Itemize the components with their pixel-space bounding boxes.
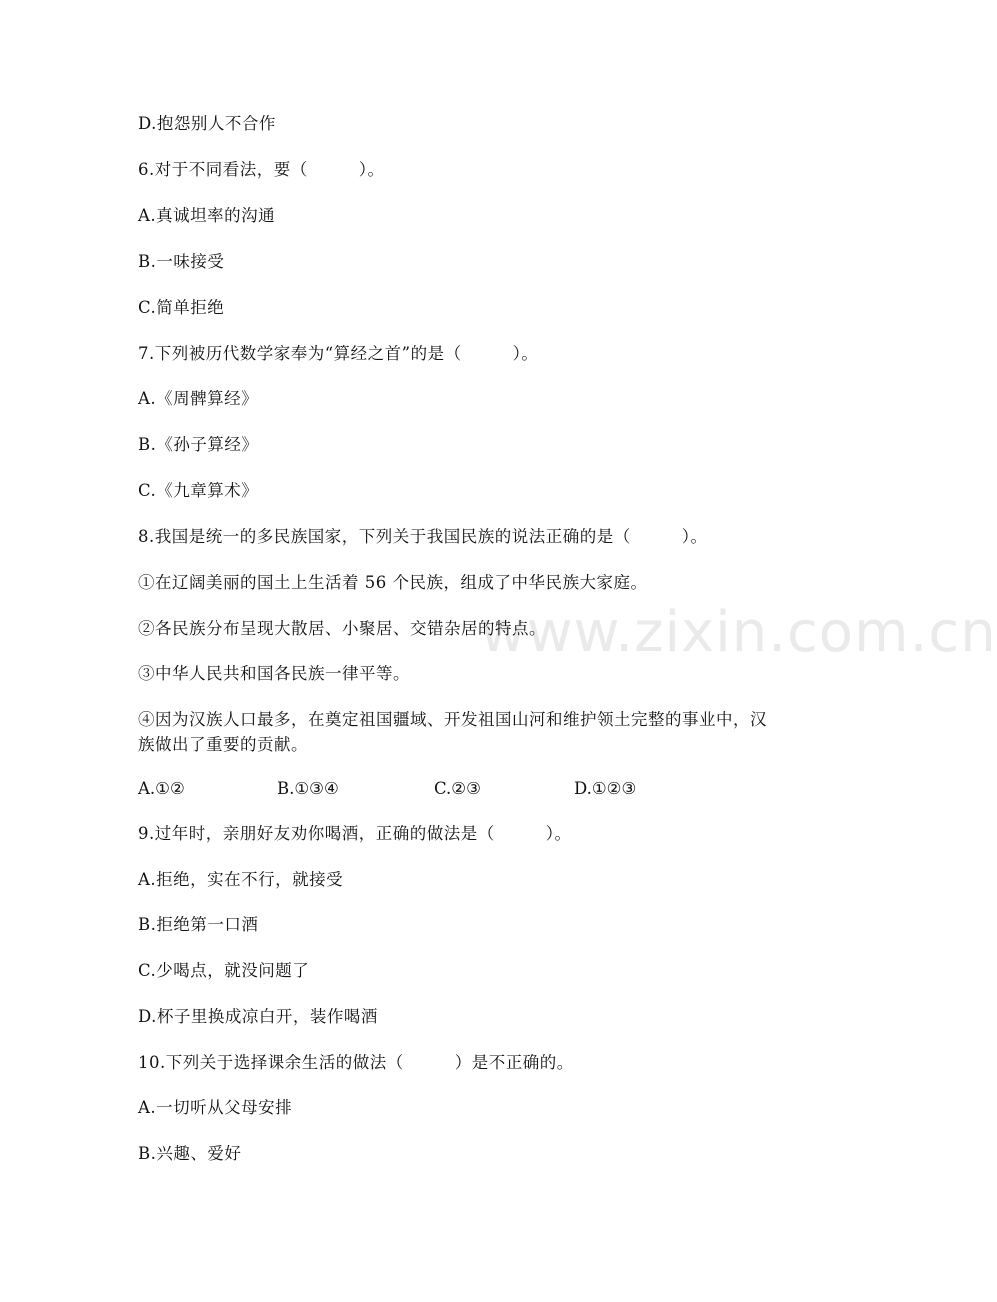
q6-option-a: A.真诚坦率的沟通 <box>138 206 276 225</box>
q9-option-d: D.杯子里换成凉白开，装作喝酒 <box>138 1007 378 1026</box>
q10-option-b: B.兴趣、爱好 <box>138 1144 242 1163</box>
watermark: www.zixin.com.cn <box>480 600 997 665</box>
question-6: 6.对于不同看法，要（ ）。 <box>138 160 385 179</box>
q9-option-b: B.拒绝第一口酒 <box>138 915 259 934</box>
q5-option-d: D.抱怨别人不合作 <box>138 114 276 133</box>
question-8: 8.我国是统一的多民族国家，下列关于我国民族的说法正确的是（ ）。 <box>138 527 708 546</box>
q8-option-a: A.①② <box>138 779 185 798</box>
question-7: 7.下列被历代数学家奉为“算经之首”的是（ ）。 <box>138 344 539 363</box>
q7-option-a: A.《周髀算经》 <box>138 389 259 408</box>
q10-option-a: A.一切听从父母安排 <box>138 1098 293 1117</box>
q8-statement-3: ③中华人民共和国各民族一律平等。 <box>138 664 410 683</box>
q8-option-b: B.①③④ <box>277 779 339 798</box>
q7-option-c: C.《九章算术》 <box>138 481 259 500</box>
q8-statement-1: ①在辽阔美丽的国土上生活着 56 个民族，组成了中华民族大家庭。 <box>138 573 648 592</box>
q9-option-c: C.少喝点，就没问题了 <box>138 961 310 980</box>
q9-option-a: A.拒绝，实在不行，就接受 <box>138 870 344 889</box>
q8-option-d: D.①②③ <box>574 779 637 798</box>
q8-statement-2: ②各民族分布呈现大散居、小聚居、交错杂居的特点。 <box>138 619 546 638</box>
question-9: 9.过年时，亲朋好友劝你喝酒，正确的做法是（ ）。 <box>138 824 572 843</box>
q6-option-b: B.一味接受 <box>138 252 225 271</box>
q6-option-c: C.简单拒绝 <box>138 298 225 317</box>
q8-statement-4: ④因为汉族人口最多，在奠定祖国疆域、开发祖国山河和维护领土完整的事业中，汉族做出了重要的贡献。 <box>138 710 767 754</box>
question-10: 10.下列关于选择课余生活的做法（ ）是不正确的。 <box>138 1053 574 1072</box>
q8-option-c: C.②③ <box>434 779 481 798</box>
q7-option-b: B.《孙子算经》 <box>138 435 259 454</box>
